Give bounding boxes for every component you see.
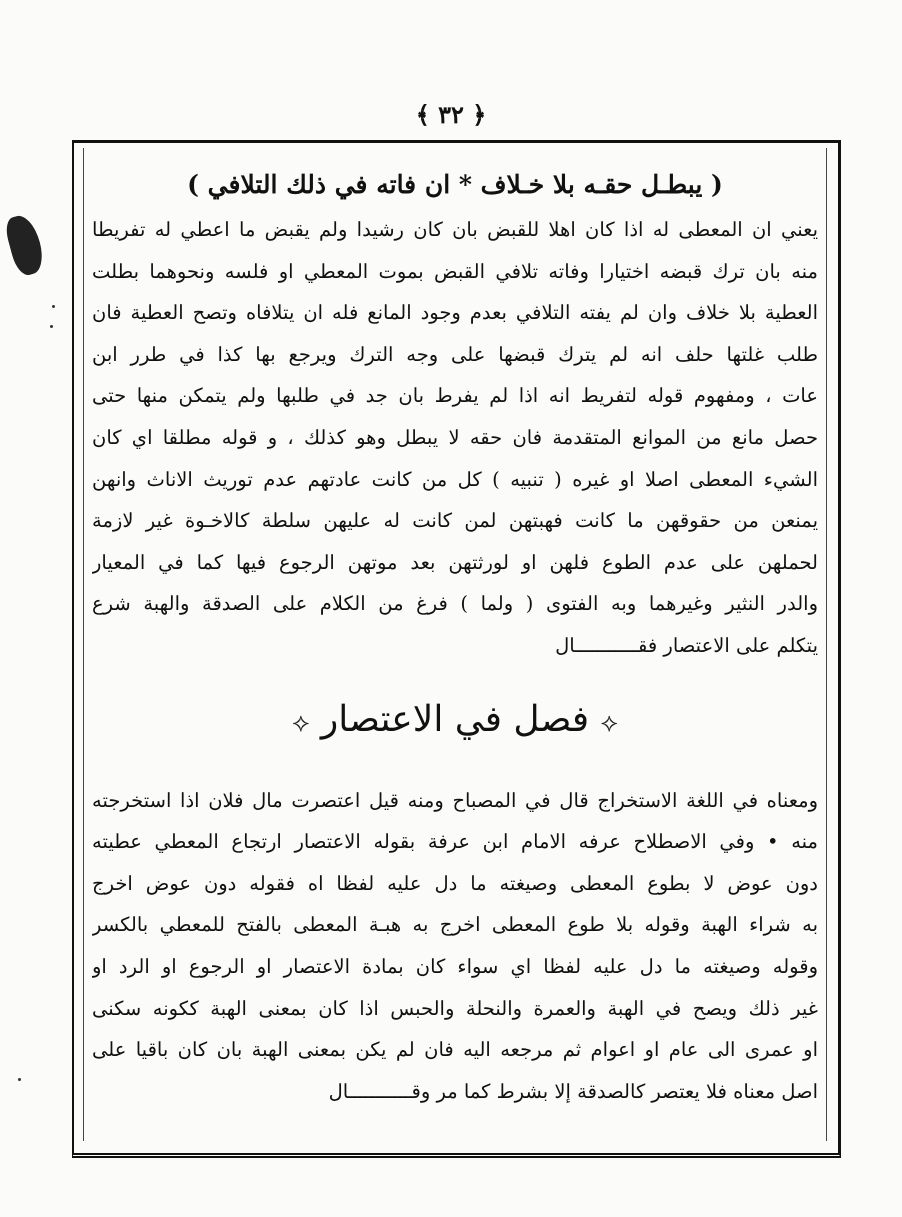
text-line: منه • وفي الاصطلاح عرفه الامام ابن عرفة بقوله الاعتصار ارتجاع المعطي عطيته: [92, 830, 818, 854]
text-line: العطية بلا خلاف وان لم يفته التلافي بعدم وجود المانع فله ان يتلافاه وتصح العطية فان: [92, 301, 818, 325]
verse-heading: ( يبطـل حقـه بلا خـلاف * ان فاته في ذلك التلافي ): [187, 170, 723, 199]
ornament-icon: ⟡: [292, 707, 310, 738]
text-line: الشيء المعطى اصلا او غيره ( تنبيه ) كل من كانت عادتهم عدم توريث الاناث وانهن: [92, 467, 818, 491]
text-line: دون عوض لا بطوع المعطى وصيغته ما دل عليه لفظا اه فقوله دون عوض اخرج: [92, 871, 818, 895]
text-line: يتكلم على الاعتصار فقـــــــــــال: [555, 633, 818, 657]
text-line: عات ، ومفهوم قوله لتفريط انه اذا لم يفرط بان جد في طلبها ولم يتمكن منها حتى: [92, 384, 818, 408]
text-line: اصل معناه فلا يعتصر كالصدقة إلا بشرط كما مر وقـــــــــــال: [328, 1079, 818, 1103]
ink-blot: [3, 212, 48, 278]
text-line: منه بان ترك قبضه اختيارا وفاته تلافي القبض بموت المعطي او فلسه ونحوهما بطلت: [92, 259, 818, 283]
text-line: يمنعن من حقوقهن ما كانت فهبتهن لمن كانت له عليهن سلطة كالاخـوة غير لازمة: [92, 509, 818, 533]
page-content: [92, 170, 818, 1150]
text-line: ومعناه في اللغة الاستخراج قال في المصباح ومنه قيل اعتصرت مال فلان اذا استخرجته: [92, 788, 818, 812]
text-line: او عمرى الى عام او اعوام ثم مرجعه اليه فان لم يكن بمعنى الهبة بان كان باقيا على: [92, 1038, 818, 1062]
text-line: به شراء الهبة وقوله بلا طوع المعطى اخرج به هبـة المعطى بالفتح للمعطي بالكسر: [92, 913, 818, 937]
text-line: حصل مانع من الموانع المتقدمة فان حقه لا يبطل وهو كذلك ، و قوله مطلقا اي كان: [92, 425, 818, 449]
section-body: [92, 780, 818, 1113]
text-line: غير ذلك ويصح في الهبة والعمرة والنحلة والحبس اذا كان بمعنى الهبة ككونه سكنى: [92, 996, 818, 1020]
section-title: [92, 699, 818, 740]
page-number: ﴿ ٣٢ ﴾: [415, 100, 487, 129]
speck: [52, 305, 55, 308]
text-line: وقوله وصيغته ما دل عليه لفظا اي سواء كان بمادة الاعتصار او الرجوع او الرد او: [92, 954, 818, 978]
speck: [18, 1078, 21, 1081]
text-line: والدر النثير وغيرهما وبه الفتوى ( ولما ) فرغ من الكلام على الصدقة والهبة شرع: [92, 592, 818, 616]
ornament-icon: ⟡: [600, 707, 618, 738]
section-title-text: فصل في الاعتصار: [320, 698, 590, 740]
commentary-block: [92, 209, 818, 667]
text-line: يعني ان المعطى له اذا كان اهلا للقبض بان كان رشيدا ولم يقبض ما اعطي له تفريطا: [92, 218, 818, 241]
text-line: طلب غلتها حلف انه لم يترك قبضها على وجه الترك ويرجع بها كذا في طرر ابن: [92, 342, 818, 366]
text-line: لحملهن على عدم الطوع فلهن او لورثتهن بعد موتهن الرجوع فيها كما في المعيار: [92, 550, 818, 574]
speck: [50, 325, 53, 328]
